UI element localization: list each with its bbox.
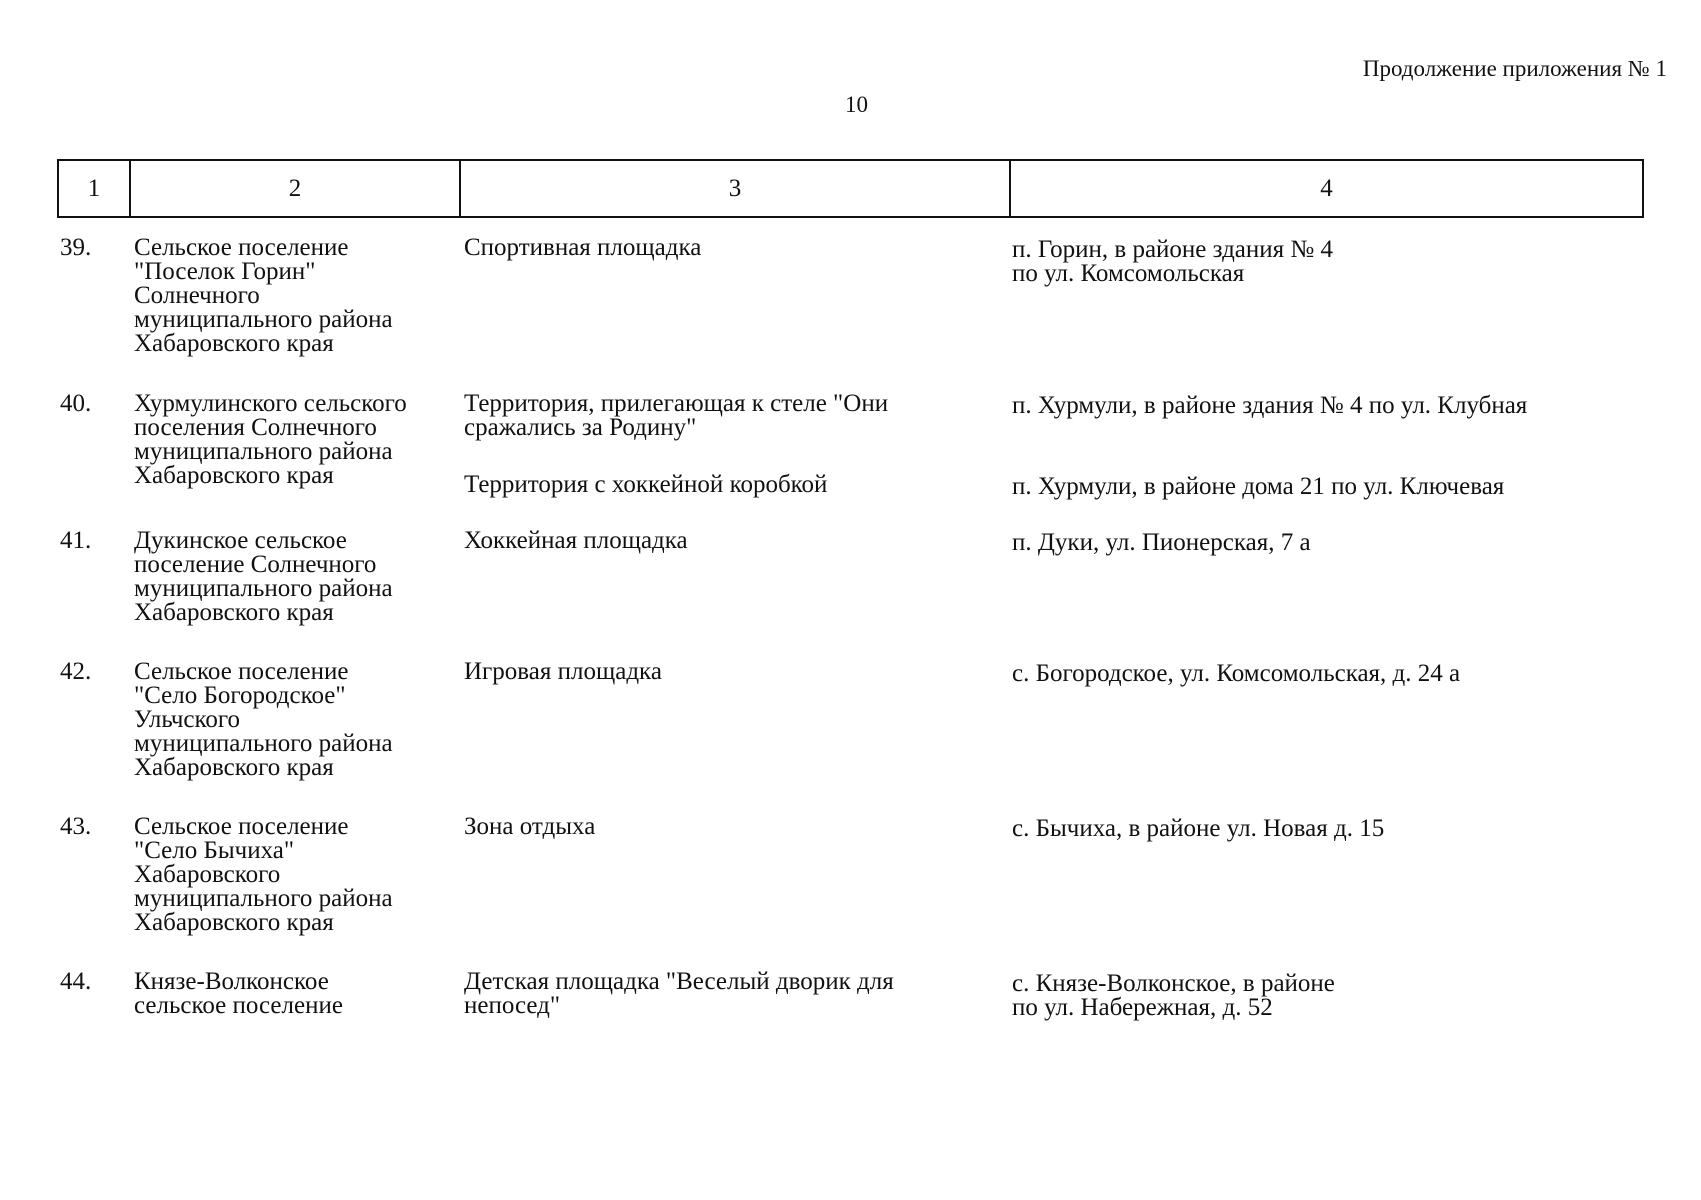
object-address: с. Богородское, ул. Комсомольская, д. 24 а <box>1012 660 1461 687</box>
table-header-row <box>57 159 1644 218</box>
row-number: 44. <box>60 968 92 995</box>
municipality-name: Сельское поселение "Село Богородское" Ульчского муниципального района Хабаровского края <box>134 658 393 781</box>
row-number: 40. <box>60 390 92 417</box>
column-header-3: 3 <box>461 161 1011 216</box>
municipality-name: Сельское поселение "Село Бычиха" Хабаровского муниципального района Хабаровского края <box>134 813 393 936</box>
municipality-name: Князе-Волконское сельское поселение <box>134 968 343 1019</box>
object-name: Зона отдыха <box>464 813 596 840</box>
object-name: Хоккейная площадка <box>464 527 688 554</box>
object-name: Детская площадка "Веселый дворик для непосед" <box>464 968 894 1019</box>
continuation-note: Продолжение приложения № 1 <box>1362 56 1667 81</box>
object-address: с. Бычиха, в районе ул. Новая д. 15 <box>1012 815 1385 842</box>
object-name: Территория с хоккейной коробкой <box>464 471 828 498</box>
row-number: 41. <box>60 527 92 554</box>
row-number: 42. <box>60 658 92 685</box>
column-header-1: 1 <box>59 161 131 216</box>
object-name: Спортивная площадка <box>464 234 702 261</box>
municipality-name: Сельское поселение "Поселок Горин" Солнечного муниципального района Хабаровского края <box>134 234 393 357</box>
object-address: п. Дуки, ул. Пионерская, 7 а <box>1012 529 1311 556</box>
row-number: 43. <box>60 813 92 840</box>
municipality-name: Дукинское сельское поселение Солнечного муниципального района Хабаровского края <box>134 527 393 626</box>
object-address: п. Хурмули, в районе дома 21 по ул. Ключевая <box>1012 473 1505 500</box>
object-name: Территория, прилегающая к стеле "Они сражались за Родину" <box>464 390 889 441</box>
row-number: 39. <box>60 234 92 261</box>
page-number: 10 <box>845 92 868 117</box>
column-header-2: 2 <box>131 161 461 216</box>
object-address: п. Горин, в районе здания № 4 по ул. Комсомольская <box>1012 236 1333 287</box>
object-address: с. Князе-Волконское, в районе по ул. Набережная, д. 52 <box>1012 970 1335 1021</box>
object-name: Игровая площадка <box>464 658 662 685</box>
municipality-name: Хурмулинского сельского поселения Солнечного муниципального района Хабаровского края <box>134 390 407 489</box>
object-address: п. Хурмули, в районе здания № 4 по ул. Клубная <box>1012 392 1528 419</box>
column-header-4: 4 <box>1320 174 1333 202</box>
